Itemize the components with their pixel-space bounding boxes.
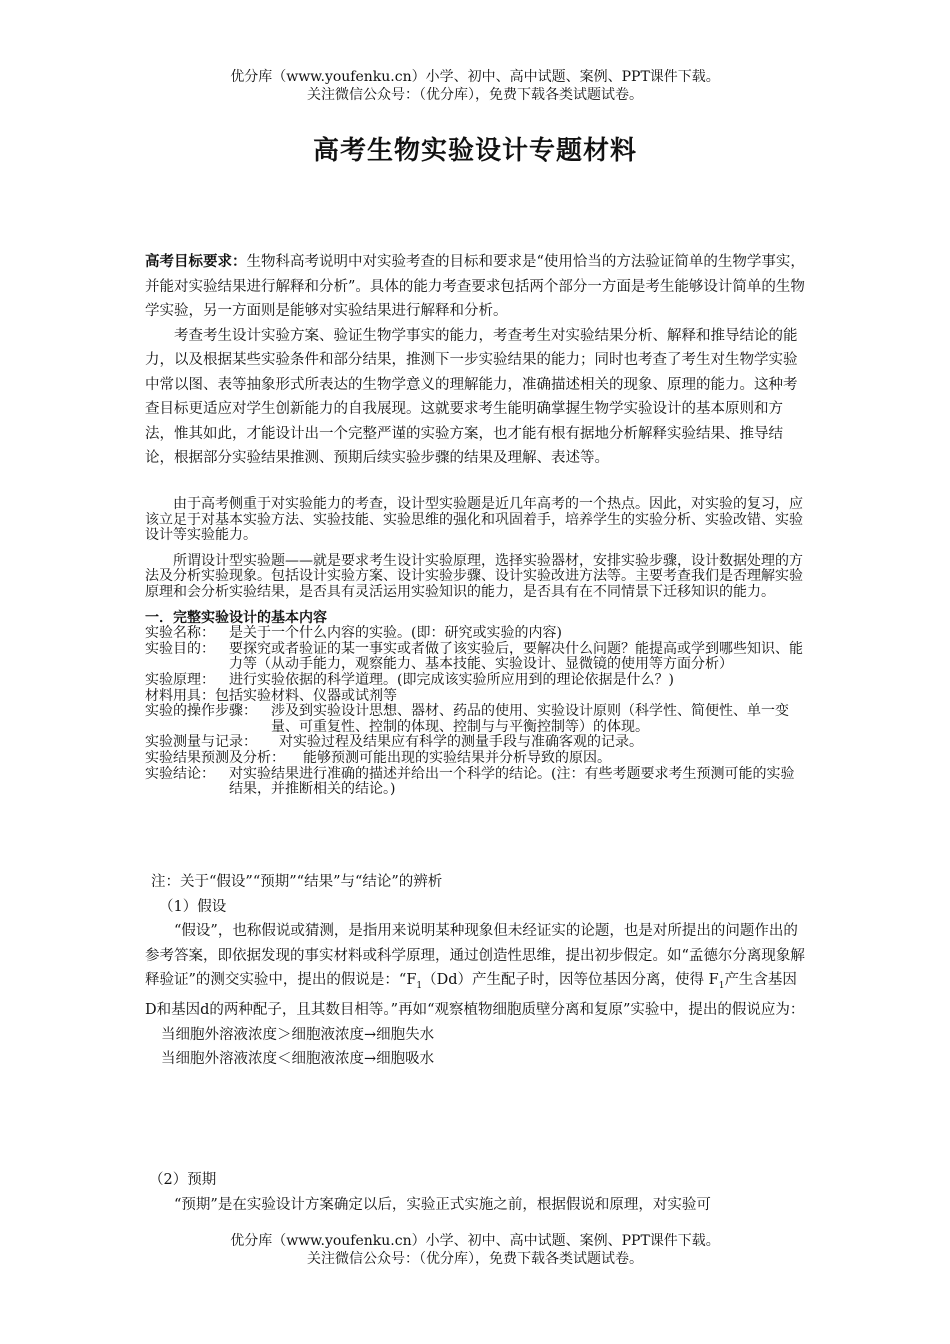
footer-line-1: 优分库（www.youfenku.cn）小学、初中、高中试题、案例、PPT课件下载。 [230,1233,720,1249]
item-value: 涉及到实验设计思想、器材、药品的使用、实验设计原则（科学性、简便性、单一变量、可重复性、控制的体现、控制与与平衡控制等）的体现。 [271,703,789,735]
section-heading: 一．完整实验设计的基本内容 [145,609,327,626]
item-value: 是关于一个什么内容的实验。(即：研究或实验的内容) [229,625,562,642]
hypothesis-line-water-loss: 当细胞外溶液浓度＞细胞液浓度→细胞失水 [161,1026,435,1043]
paragraph-hotspot: 由于高考侧重于对实验能力的考查，设计型实验题是近几年高考的一个热点。因此，对实验的复习，应该立足于对基本实验方法、实验技能、实验思维的强化和巩固着手，培养学生的实验分析、实验改错、实验设计等实验能力。 [145,496,803,544]
content-item-steps [145,704,807,735]
goal-paragraph [145,250,807,324]
goal-text: 生物科高考说明中对实验考查的目标和要求是“使用恰当的方法验证简单的生物学事实，并能对实验结果进行解释和分析”。具体的能力考查要求包括两个部分一方面是考生能够设计简单的生物学实验，另一方面则是能够对实验结果进行解释和分析。 [145,254,805,319]
item-key: 实验结果预测及分析： [145,749,285,766]
subscript-1: 1 [416,980,423,991]
hypothesis-text-b: （Dd）产生配子时，因等位基因分离，使得 F [422,972,719,988]
expectation-block [145,1168,807,1217]
item-key: 材料用具： [145,687,215,704]
hypothesis-text-c: 产生含基因D和基因d的两种配子，且其数目相等。”再如“观察植物细胞质壁分离和复原”实验中，提出的假说应为： [145,972,805,1019]
hypothesis-heading: （1）假设 [159,898,227,915]
header-line-2: 关注微信公众号：（优分库），免费下载各类试题试卷。 [307,87,643,103]
item-value: 对实验结果进行准确的描述并给出一个科学的结论。(注：有些考题要求考生预测可能的实验结果，并推断相关的结论。) [229,765,795,798]
dense-block [145,497,807,798]
item-key: 实验结论： [145,765,215,782]
content-item-materials [145,689,807,705]
expectation-paragraph: “预期”是在实验设计方案确定以后，实验正式实施之前，根据假说和原理，对实验可 [174,1196,711,1213]
content-item-measurement [145,735,807,751]
item-key: 实验的操作步骤： [145,703,257,720]
goal-label: 高考目标要求： [145,254,247,270]
item-value: 进行实验依据的科学道理。(即完成该实验所应用到的理论依据是什么？) [229,671,674,688]
paragraph-definition: 所谓设计型实验题——就是要求考生设计实验原理，选择实验器材，安排实验步骤，设计数据处理的方法及分析实验现象。包括设计实验方案、设计实验步骤、设计实验改进方法等。主要考查我们是否理解实验原理和会分析实验结果，是否具有灵活运用实验知识的能力，是否具有在不同情景下迁移知识的能力。 [145,552,803,600]
hypothesis-paragraph [145,919,807,1023]
page-header [0,68,950,104]
content-item-prediction [145,751,807,767]
content-item-conclusion [145,767,807,798]
item-value: 要探究或者验证的某一事实或者做了该实验后，要解决什么问题？能提高或学到哪些知识、能力等（从动手能力，观察能力、基本技能、实验设计、显微镜的使用等方面分析） [229,640,803,673]
page-footer [0,1232,950,1268]
paragraph-abilities: 考查考生设计实验方案、验证生物学事实的能力，考查考生对实验结果分析、解释和推导结论的能力，以及根据某些实验条件和部分结果，推测下一步实验结果的能力；同时也考查了考生对生物学实验中常以图、表等抽象形式所表达的生物学意义的理解能力，准确描述相关的现象、原理的能力。这种考查目标更适应对学生创新能力的自我展现。这就要求考生能明确掌握生物学实验设计的基本原则和方法，惟其如此，才能设计出一个完整严谨的实验方案，也才能有根有据地分析解释实验结果、推导结论，根据部分实验结果推测、预期后续实验步骤的结果及理解、表述等。 [145,327,798,466]
item-value: 包括实验材料、仪器或试剂等 [215,687,397,704]
content-item-name [145,626,807,642]
content-item-purpose [145,642,807,673]
hypothesis-text-a: “假设”，也称假说或猜测，是指用来说明某种现象但未经证实的论题，也是对所提出的问题作出的参考答案，即依据发现的事实材料或科学原理，通过创造性思维，提出初步假定。如“孟德尔分离现象解释验证”的测交实验中，提出的假说是：“F [145,923,805,988]
hypothesis-line-water-gain: 当细胞外溶液浓度＜细胞液浓度→细胞吸水 [161,1051,435,1068]
hypothesis-block [145,870,807,1072]
item-value: 能够预测可能出现的实验结果并分析导致的原因。 [303,749,611,766]
content-item-principle [145,673,807,689]
document-title: 高考生物实验设计专题材料 [312,136,637,166]
intro-block [145,250,807,471]
item-key: 实验测量与记录： [145,734,257,751]
footer-line-2: 关注微信公众号：（优分库），免费下载各类试题试卷。 [307,1251,643,1267]
note-line: 注：关于“假设”“预期”“结果”与“结论”的辨析 [151,874,443,890]
item-key: 实验目的： [145,640,215,657]
item-key: 实验原理： [145,671,215,688]
subscript-1b: 1 [718,980,725,991]
header-line-1: 优分库（www.youfenku.cn）小学、初中、高中试题、案例、PPT课件下载。 [230,69,720,85]
item-key: 实验名称： [145,625,215,642]
expectation-heading: （2）预期 [149,1172,217,1188]
item-value: 对实验过程及结果应有科学的测量手段与准确客观的记录。 [279,734,643,751]
